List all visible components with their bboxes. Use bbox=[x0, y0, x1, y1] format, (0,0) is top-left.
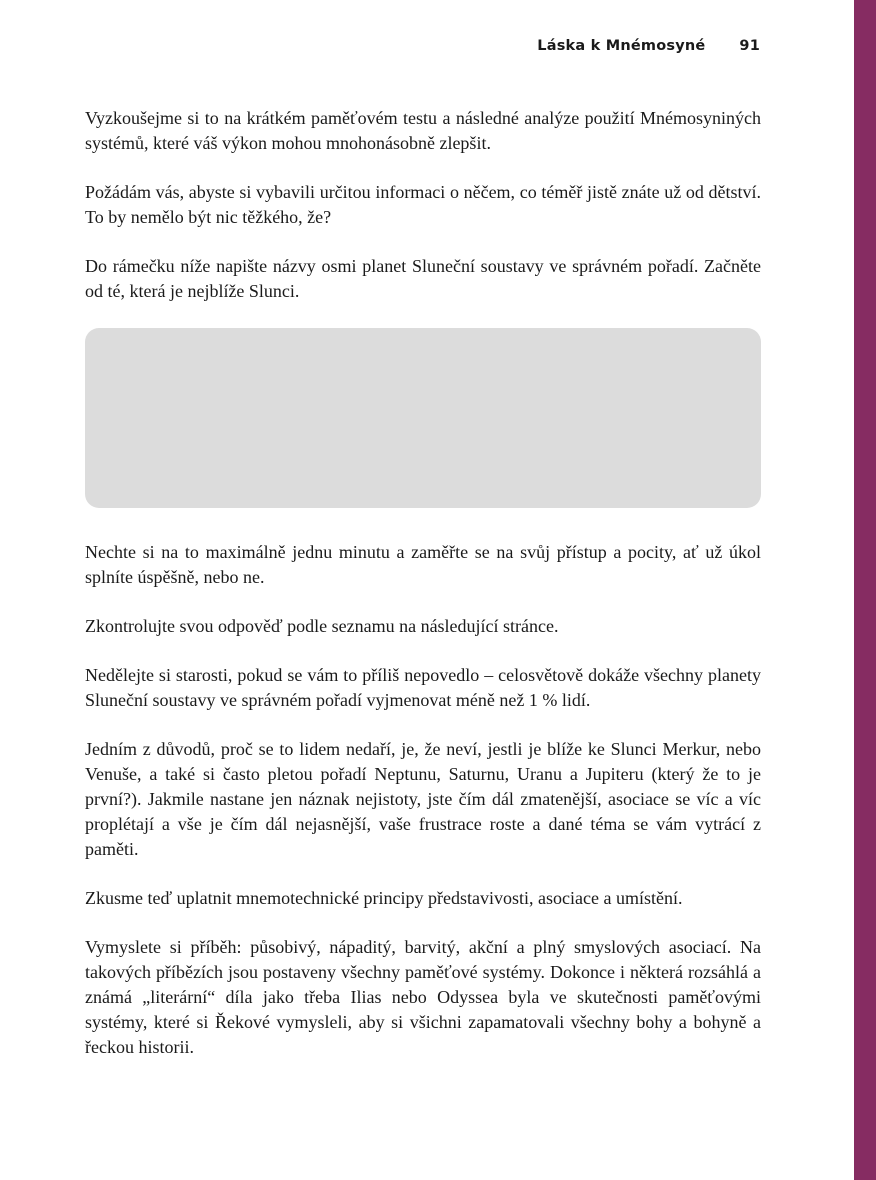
paragraph-principles: Zkusme teď uplatnit mnemotechnické principy představivosti, asociace a umístění. bbox=[85, 888, 683, 908]
page-number: 91 bbox=[739, 38, 760, 54]
paragraph-reassurance: Nedělejte si starosti, pokud se vám to příliš nepovedlo – celosvětově dokáže všechny planety Sluneční soustavy ve správném pořadí vyjmenovat méně než 1 % lidí. bbox=[85, 665, 761, 710]
chapter-title: Láska k Mnémosyné bbox=[537, 38, 706, 54]
answer-box bbox=[85, 328, 761, 508]
running-header bbox=[0, 38, 760, 54]
paragraph-instruction: Do rámečku níže napište názvy osmi planet Sluneční soustavy ve správném pořadí. Začněte od té, která je nejblíže Slunci. bbox=[85, 256, 761, 301]
paragraph-time-limit: Nechte si na to maximálně jednu minutu a zaměřte se na svůj přístup a pocity, ať už úkol splníte úspěšně, nebo ne. bbox=[85, 542, 761, 587]
paragraph-story: Vymyslete si příběh: působivý, nápaditý, barvitý, akční a plný smyslových asociací. Na takových příbězích jsou postaveny všechny paměťové systémy. Dokonce i některá rozsáhlá a známá „literární“ díla jako třeba Ilias nebo Odyssea byla ve skutečnosti paměťovými systémy, které si Řekové vymysleli, aby si všichni zapamatovali všechny bohy a bohyně a řeckou historii. bbox=[85, 937, 761, 1057]
page-body bbox=[85, 106, 761, 1084]
paragraph-intro: Vyzkoušejme si to na krátkém paměťovém testu a následné analýze použití Mnémosyniných systémů, které váš výkon mohou mnohonásobně zlepšit. bbox=[85, 108, 761, 153]
paragraph-request: Požádám vás, abyste si vybavili určitou informaci o něčem, co téměř jistě znáte už od dětství. To by nemělo být nic těžkého, že? bbox=[85, 182, 761, 227]
paragraph-check-answer: Zkontrolujte svou odpověď podle seznamu na následující stránce. bbox=[85, 616, 559, 636]
paragraph-reasons: Jedním z důvodů, proč se to lidem nedaří, je, že neví, jestli je blíže ke Slunci Merkur, nebo Venuše, a také si často pletou pořadí Neptunu, Saturnu, Uranu a Jupiteru (který že to je první?). Jakmile nastane jen náznak nejistoty, jste čím dál zmatenější, asociace se víc a víc proplétají a vše je čím dál nejasnější, vaše frustrace roste a dané téma se vám vytrácí z paměti. bbox=[85, 739, 761, 859]
page-edge-accent-bar bbox=[854, 0, 876, 1180]
